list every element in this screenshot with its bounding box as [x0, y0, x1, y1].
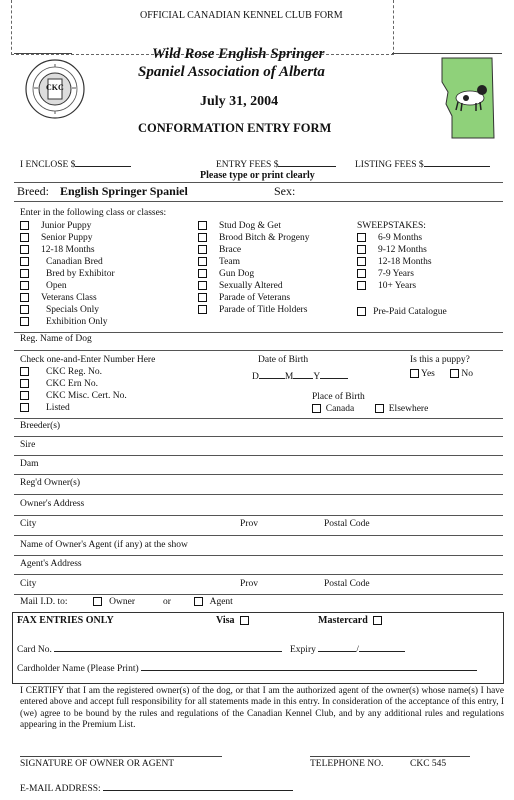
pob-elsewhere-option[interactable]	[375, 404, 428, 414]
catalogue-option[interactable]	[357, 307, 447, 317]
association-name-line2: Spaniel Association of Alberta	[138, 64, 325, 80]
cardholder-label: Cardholder Name (Please Print)	[17, 664, 139, 674]
reg-option-option[interactable]	[20, 403, 70, 413]
form-title: CONFORMATION ENTRY FORM	[138, 121, 332, 135]
class-option[interactable]	[20, 233, 92, 243]
listing-fees-blank[interactable]	[424, 158, 490, 167]
sex-label: Sex:	[274, 184, 296, 198]
group-class-label: Parade of Title Holders	[219, 305, 308, 315]
card-no-blank[interactable]	[54, 643, 282, 652]
group-class-option[interactable]	[198, 269, 254, 279]
sweepstakes-label: 7-9 Years	[378, 269, 414, 279]
dob-field[interactable]	[252, 370, 348, 382]
enclose-blank[interactable]	[75, 158, 131, 167]
group-class-option[interactable]	[198, 257, 240, 267]
sweepstakes-checkbox[interactable]	[357, 245, 366, 254]
divider	[14, 594, 503, 595]
class-label: Veterans Class	[41, 293, 97, 303]
visa-label: Visa	[216, 615, 235, 626]
expiry-month-blank[interactable]	[318, 643, 356, 652]
mail-to-label: Mail I.D. to:	[20, 597, 68, 607]
mail-agent-option[interactable]	[194, 597, 233, 607]
header-rule	[392, 53, 502, 54]
class-option[interactable]	[20, 281, 67, 291]
canada-label: Canada	[325, 404, 355, 414]
card-no-field[interactable]	[17, 643, 282, 655]
no-label: No	[461, 369, 473, 379]
group-class-option[interactable]	[198, 281, 283, 291]
class-checkbox[interactable]	[20, 317, 29, 326]
sweepstakes-option[interactable]	[357, 245, 427, 255]
puppy-question: Is this a puppy?	[410, 355, 470, 365]
entry-fees-label: ENTRY FEES $	[216, 160, 279, 170]
group-class-checkbox[interactable]	[198, 233, 207, 242]
reg-option-checkbox[interactable]	[20, 403, 29, 412]
signature-label: SIGNATURE OF OWNER OR AGENT	[20, 759, 175, 769]
sweepstakes-checkbox[interactable]	[357, 257, 366, 266]
reg-option-checkbox[interactable]	[20, 391, 29, 400]
mail-or-label: or	[163, 597, 171, 607]
fax-title: FAX ENTRIES ONLY	[17, 615, 114, 626]
sweepstakes-option[interactable]	[357, 233, 422, 243]
header-rule-left	[14, 53, 72, 54]
agent-address-label: Agent's Address	[20, 559, 82, 569]
class-option[interactable]	[20, 293, 97, 303]
sweepstakes-label: 10+ Years	[378, 281, 417, 291]
sweepstakes-checkbox[interactable]	[357, 281, 366, 290]
class-checkbox[interactable]	[20, 281, 29, 290]
owner-city-label: City	[20, 519, 37, 529]
visa-checkbox[interactable]	[240, 616, 249, 625]
ckc-seal-icon	[24, 58, 86, 120]
enclose-field[interactable]	[20, 158, 131, 170]
expiry-field[interactable]	[290, 643, 405, 655]
telephone-line[interactable]	[310, 756, 470, 757]
yes-checkbox[interactable]	[410, 369, 419, 378]
group-class-label: Gun Dog	[219, 269, 255, 279]
class-option[interactable]	[20, 221, 91, 231]
puppy-no-option[interactable]	[450, 369, 473, 379]
mastercard-checkbox[interactable]	[373, 616, 382, 625]
reg-option-label: CKC Reg. No.	[46, 367, 102, 377]
dam-label: Dam	[20, 459, 39, 469]
check-one-label: Check one-and-Enter Number Here	[20, 355, 156, 365]
dob-year-blank[interactable]	[320, 370, 348, 379]
show-date: July 31, 2004	[200, 94, 279, 109]
divider	[14, 515, 503, 516]
agent-postal-label: Postal Code	[324, 579, 370, 589]
catalogue-checkbox[interactable]	[357, 307, 366, 316]
sweepstakes-label: 6-9 Months	[378, 233, 423, 243]
class-option[interactable]	[20, 245, 95, 255]
group-class-option[interactable]	[198, 245, 241, 255]
group-class-option[interactable]	[198, 293, 290, 303]
mail-agent-label: Agent	[209, 597, 233, 607]
no-checkbox[interactable]	[450, 369, 459, 378]
class-option[interactable]	[20, 305, 99, 315]
dob-month-label: M	[284, 372, 294, 382]
group-class-label: Stud Dog & Get	[219, 221, 282, 231]
cardholder-blank[interactable]	[141, 662, 477, 671]
class-label: Exhibition Only	[46, 317, 108, 327]
divider	[14, 474, 503, 475]
group-class-checkbox[interactable]	[198, 221, 207, 230]
listing-fees-label: LISTING FEES $	[355, 160, 424, 170]
reg-option-label: CKC Misc. Cert. No.	[46, 391, 127, 401]
visa-option[interactable]	[216, 615, 249, 626]
elsewhere-checkbox[interactable]	[375, 404, 384, 413]
dob-day-blank[interactable]	[259, 370, 285, 379]
canada-checkbox[interactable]	[312, 404, 321, 413]
reg-option-option[interactable]	[20, 379, 98, 389]
entry-fees-field[interactable]	[216, 158, 336, 170]
divider	[14, 574, 503, 575]
official-form-label: OFFICIAL CANADIAN KENNEL CLUB FORM	[140, 10, 343, 21]
dob-day-label: D	[252, 372, 259, 382]
classes-intro: Enter in the following class or classes:	[20, 208, 167, 218]
group-class-option[interactable]	[198, 305, 307, 315]
mail-owner-option[interactable]	[93, 597, 135, 607]
sweepstakes-label: 12-18 Months	[378, 257, 432, 267]
group-class-label: Team	[219, 257, 240, 267]
sire-label: Sire	[20, 440, 36, 450]
class-option[interactable]	[20, 257, 103, 267]
telephone-label: TELEPHONE NO.	[310, 759, 384, 769]
class-label: Bred by Exhibitor	[46, 269, 115, 279]
email-field[interactable]	[20, 782, 293, 794]
divider	[14, 494, 503, 495]
class-label: Open	[46, 281, 67, 291]
sweepstakes-option[interactable]	[357, 257, 432, 267]
divider	[14, 201, 503, 202]
expiry-slash: /	[356, 645, 359, 655]
class-checkbox[interactable]	[20, 233, 29, 242]
reg-option-option[interactable]	[20, 367, 102, 377]
listing-fees-field[interactable]	[355, 158, 490, 170]
mastercard-option[interactable]	[318, 615, 382, 626]
reg-option-option[interactable]	[20, 391, 127, 401]
puppy-yes-option[interactable]	[410, 369, 435, 379]
dob-label: Date of Birth	[258, 355, 309, 365]
group-class-option[interactable]	[198, 233, 310, 243]
reg-name-label: Reg. Name of Dog	[20, 334, 92, 344]
reg-option-label: CKC Ern No.	[46, 379, 98, 389]
group-class-option[interactable]	[198, 221, 281, 231]
print-clearly-note: Please type or print clearly	[200, 170, 315, 181]
mail-owner-label: Owner	[109, 597, 135, 607]
class-checkbox[interactable]	[20, 245, 29, 254]
dob-month-blank[interactable]	[293, 370, 313, 379]
reg-option-label: Listed	[46, 403, 70, 413]
class-option[interactable]	[20, 269, 115, 279]
group-class-checkbox[interactable]	[198, 257, 207, 266]
group-class-label: Brace	[219, 245, 242, 255]
expiry-year-blank[interactable]	[359, 643, 405, 652]
class-checkbox[interactable]	[20, 305, 29, 314]
yes-label: Yes	[421, 369, 435, 379]
class-checkbox[interactable]	[20, 293, 29, 302]
sweepstakes-checkbox[interactable]	[357, 233, 366, 242]
agent-name-label: Name of Owner's Agent (if any) at the show	[20, 540, 188, 550]
divider	[14, 350, 503, 351]
class-label: 12-18 Months	[41, 245, 95, 255]
pob-label: Place of Birth	[312, 392, 365, 402]
class-label: Junior Puppy	[41, 221, 92, 231]
divider	[14, 418, 503, 419]
class-checkbox[interactable]	[20, 221, 29, 230]
class-checkbox[interactable]	[20, 269, 29, 278]
catalogue-label: Pre-Paid Catalogue	[373, 307, 447, 317]
entry-fees-blank[interactable]	[278, 158, 336, 167]
owner-prov-label: Prov	[240, 519, 258, 529]
divider	[14, 555, 503, 556]
reg-option-checkbox[interactable]	[20, 379, 29, 388]
enclose-label: I ENCLOSE $	[20, 160, 76, 170]
group-class-checkbox[interactable]	[198, 269, 207, 278]
cardholder-field[interactable]	[17, 662, 477, 674]
reg-option-checkbox[interactable]	[20, 367, 29, 376]
group-class-label: Sexually Altered	[219, 281, 283, 291]
divider	[14, 455, 503, 456]
pob-canada-option[interactable]	[312, 404, 354, 414]
sweepstakes-option[interactable]	[357, 269, 414, 279]
divider	[14, 436, 503, 437]
class-label: Specials Only	[46, 305, 100, 315]
card-no-label: Card No.	[17, 645, 52, 655]
group-class-checkbox[interactable]	[198, 293, 207, 302]
sweepstakes-title: SWEEPSTAKES:	[357, 221, 426, 231]
certification-text: I CERTIFY that I am the registered owner(s) of the dog, or that I am the authorized agent of the owner(s) whose name(s) I have entered above and accept full responsibility for all statements made in this entry. In consideration of the acceptance of this entry, I (we) agree to be bound by the rules and regulations of the Canadian Kennel Club, and by any additional rules and regulations appearing in the Premium List.	[20, 686, 504, 731]
owner-postal-label: Postal Code	[324, 519, 370, 529]
owner-label: Reg'd Owner(s)	[20, 478, 81, 488]
divider	[14, 535, 503, 536]
breeder-label: Breeder(s)	[20, 421, 61, 431]
mail-owner-checkbox[interactable]	[93, 597, 102, 606]
email-blank[interactable]	[103, 782, 293, 791]
agent-prov-label: Prov	[240, 579, 258, 589]
group-class-label: Brood Bitch & Progeny	[219, 233, 310, 243]
class-label: Canadian Bred	[46, 257, 103, 267]
sweepstakes-checkbox[interactable]	[357, 269, 366, 278]
class-label: Senior Puppy	[41, 233, 93, 243]
owner-address-label: Owner's Address	[20, 499, 85, 509]
email-label: E-MAIL ADDRESS:	[20, 784, 101, 794]
signature-line[interactable]	[20, 756, 222, 757]
group-class-checkbox[interactable]	[198, 245, 207, 254]
group-class-checkbox[interactable]	[198, 305, 207, 314]
divider	[14, 182, 503, 183]
breed-label: Breed:	[17, 184, 49, 198]
alberta-map-dog-icon	[436, 56, 498, 140]
class-option[interactable]	[20, 317, 108, 327]
breed-value: English Springer Spaniel	[60, 184, 188, 198]
sweepstakes-label: 9-12 Months	[378, 245, 427, 255]
elsewhere-label: Elsewhere	[388, 404, 429, 414]
class-checkbox[interactable]	[20, 257, 29, 266]
group-class-label: Parade of Veterans	[219, 293, 291, 303]
mail-agent-checkbox[interactable]	[194, 597, 203, 606]
mastercard-label: Mastercard	[318, 615, 368, 626]
group-class-checkbox[interactable]	[198, 281, 207, 290]
sweepstakes-option[interactable]	[357, 281, 416, 291]
dob-year-label: Y	[313, 372, 321, 382]
agent-city-label: City	[20, 579, 37, 589]
seal-text: CKC	[46, 83, 64, 92]
association-name-line1: Wild Rose English Springer	[152, 46, 325, 62]
form-code: CKC 545	[410, 759, 447, 769]
divider	[14, 332, 503, 333]
expiry-label: Expiry	[290, 645, 316, 655]
